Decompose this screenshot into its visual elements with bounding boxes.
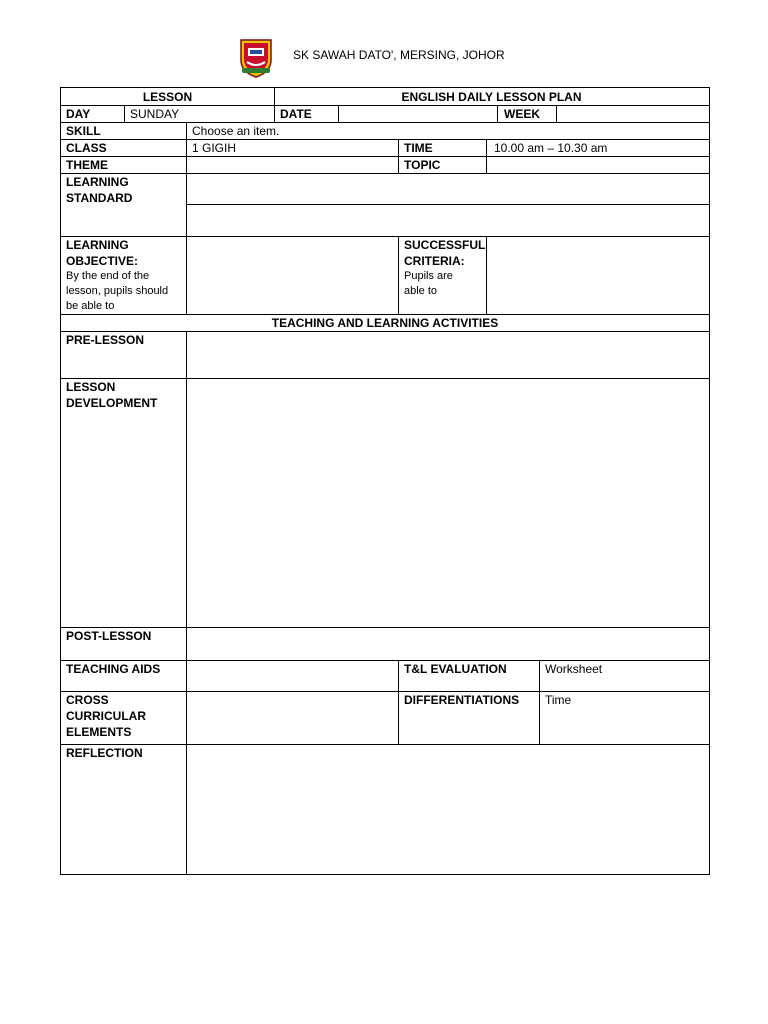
class-value[interactable]: 1 GIGIH [192, 141, 237, 155]
lesson-plan-form [60, 87, 710, 875]
plan-title: ENGLISH DAILY LESSON PLAN [401, 90, 582, 104]
post-lesson-label: POST-LESSON [66, 629, 152, 643]
topic-label: TOPIC [404, 158, 441, 172]
school-crest-icon [239, 38, 273, 78]
time-value[interactable]: 10.00 am – 10.30 am [494, 141, 608, 155]
reflection-label: REFLECTION [66, 746, 143, 760]
lesson-label: LESSON [142, 90, 193, 104]
successful-criteria-label: SUCCESSFUL [404, 238, 486, 252]
day-label: DAY [66, 107, 91, 121]
teaching-aids-label: TEACHING AIDS [66, 662, 161, 676]
differentiations-label: DIFFERENTIATIONS [404, 693, 520, 707]
skill-label: SKILL [66, 124, 101, 138]
day-value[interactable]: SUNDAY [130, 107, 180, 121]
learning-objective-label-2: OBJECTIVE: [66, 254, 139, 268]
cross-curricular-label: CROSS [66, 693, 109, 707]
tl-evaluation-label: T&L EVALUATION [404, 662, 507, 676]
page-header [0, 36, 768, 80]
skill-dropdown[interactable]: Choose an item. [192, 124, 280, 138]
activities-title: TEACHING AND LEARNING ACTIVITIES [271, 316, 499, 330]
learning-objective-label: LEARNING [66, 238, 129, 252]
cross-curricular-label-2: CURRICULAR [66, 709, 146, 723]
successful-criteria-note: Pupils are [404, 270, 453, 282]
learning-objective-note: By the end of the [66, 270, 150, 282]
successful-criteria-label-2: CRITERIA: [404, 254, 465, 268]
week-label: WEEK [504, 107, 540, 121]
class-label: CLASS [66, 141, 107, 155]
lesson-development-label: LESSON [66, 380, 116, 394]
tl-evaluation-value[interactable]: Worksheet [545, 662, 603, 676]
theme-label: THEME [66, 158, 108, 172]
differentiations-value[interactable]: Time [545, 693, 572, 707]
cross-curricular-label-3: ELEMENTS [66, 725, 132, 739]
pre-lesson-label: PRE-LESSON [66, 333, 145, 347]
lesson-development-label-2: DEVELOPMENT [66, 396, 158, 410]
learning-objective-note-2: lesson, pupils should [66, 285, 169, 297]
learning-standard-label-2: STANDARD [66, 191, 133, 205]
date-label: DATE [280, 107, 312, 121]
successful-criteria-note-2: able to [404, 285, 438, 297]
learning-standard-label: LEARNING [66, 175, 129, 189]
time-label: TIME [404, 141, 433, 155]
school-name: SK SAWAH DATO', MERSING, JOHOR [293, 48, 505, 62]
learning-objective-note-3: be able to [66, 300, 115, 312]
